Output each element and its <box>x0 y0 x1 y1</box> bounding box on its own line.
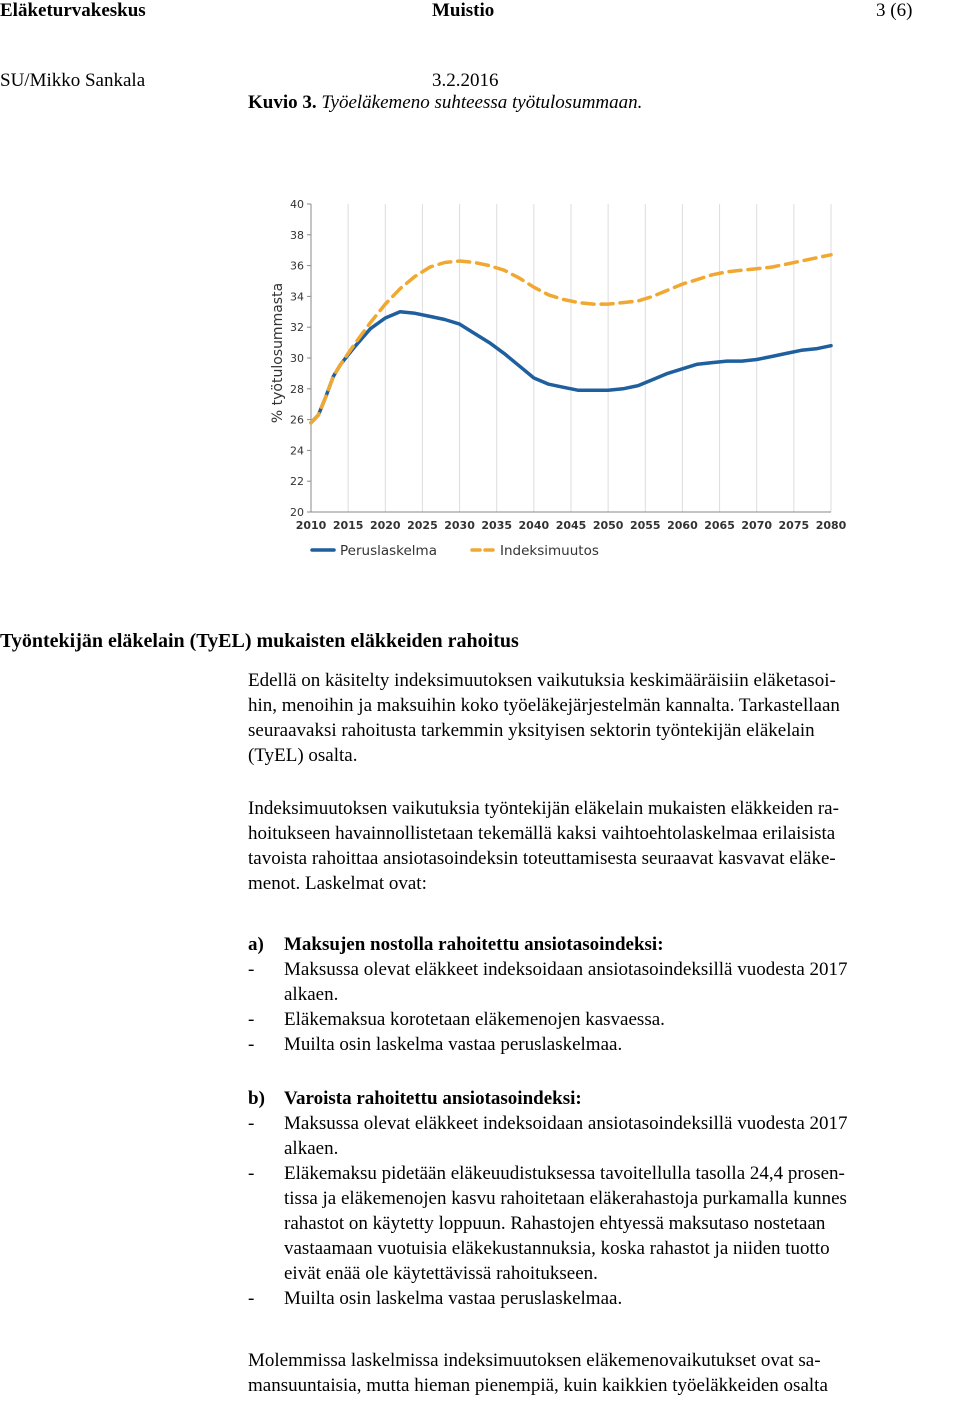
x-tick-label: 2015 <box>332 519 364 532</box>
text-line: tissa ja eläkemenojen kasvu rahoitetaan eläkerahastoja purkamalla kunnes <box>284 1188 847 1209</box>
y-tick-label: 24 <box>290 444 304 458</box>
text-line: Molemmissa laskelmissa indeksimuutoksen eläkemenovaikutukset ovat sa- <box>248 1350 821 1371</box>
y-tick-label: 38 <box>290 228 304 242</box>
list-dash: - <box>248 1113 255 1134</box>
list-item <box>248 1286 960 1311</box>
list-b-heading <box>248 1086 960 1111</box>
text-line: tavoista rahoittaa ansiotasoindeksin toteuttamisesta seuraavat kasvavat eläke- <box>248 848 836 869</box>
list-item <box>248 1032 960 1057</box>
header-page-number: 3 (6) <box>876 0 913 21</box>
list-a <box>248 932 960 1057</box>
text-line: Eläkemaksua korotetaan eläkemenojen kasvaessa. <box>284 1009 665 1030</box>
y-tick-label: 20 <box>290 506 304 519</box>
list-dash: - <box>248 1034 255 1055</box>
list-item <box>248 957 960 1007</box>
x-tick-label: 2070 <box>741 519 773 532</box>
text-line: hin, menoihin ja maksuihin koko työeläkejärjestelmän kannalta. Tarkastellaan <box>248 695 840 716</box>
figure-title: Työeläkemeno suhteessa työtulosummaan. <box>321 92 643 113</box>
legend-label: Indeksimuutos <box>500 543 599 559</box>
list-a-title: Maksujen nostolla rahoitettu ansiotasoindeksi: <box>284 934 664 955</box>
x-tick-label: 2060 <box>667 519 698 532</box>
y-tick-label: 40 <box>290 198 304 211</box>
text-line: Maksussa olevat eläkkeet indeksoidaan ansiotasoindeksillä vuodesta 2017 <box>284 1113 848 1134</box>
y-tick-label: 36 <box>290 259 304 273</box>
x-tick-label: 2010 <box>295 519 327 532</box>
text-line: hoitukseen havainnollistetaan tekemällä kaksi vaihtoehtolaskelmaa erilaisista <box>248 823 836 844</box>
y-axis-label: % työtulosummasta <box>270 282 286 424</box>
list-dash: - <box>248 1288 255 1309</box>
x-tick-label: 2055 <box>629 519 661 532</box>
text-line: alkaen. <box>284 984 339 1005</box>
text-line: Muilta osin laskelma vastaa peruslaskelmaa. <box>284 1034 623 1055</box>
text-line: Muilta osin laskelma vastaa peruslaskelmaa. <box>284 1288 623 1309</box>
list-dash: - <box>248 959 255 980</box>
x-tick-label: 2030 <box>444 519 475 532</box>
list-b <box>248 1086 960 1311</box>
x-tick-label: 2045 <box>555 519 587 532</box>
y-tick-label: 28 <box>290 382 304 396</box>
text-line: Eläkemaksu pidetään eläkeuudistuksessa tavoitellulla tasolla 24,4 prosen- <box>284 1163 845 1184</box>
figure-label: Kuvio 3. <box>248 92 317 113</box>
x-tick-label: 2035 <box>481 519 513 532</box>
y-tick-label: 34 <box>290 290 304 304</box>
x-tick-label: 2075 <box>778 519 810 532</box>
text-line: rahastot on käytetty loppuun. Rahastojen ehtyessä maksutaso nostetaan <box>284 1213 826 1234</box>
text-line: menot. Laskelmat ovat: <box>248 873 427 894</box>
legend-label: Peruslaskelma <box>340 543 437 559</box>
text-line: (TyEL) osalta. <box>248 745 358 766</box>
y-tick-label: 22 <box>290 475 304 489</box>
list-b-title: Varoista rahoitettu ansiotasoindeksi: <box>284 1088 582 1109</box>
list-item <box>248 1007 960 1032</box>
line-chart <box>262 192 862 572</box>
list-item <box>248 1111 960 1161</box>
text-line: eivät enää ole käytettävissä rahoitukseen. <box>284 1263 598 1284</box>
x-tick-label: 2020 <box>369 519 401 532</box>
x-tick-label: 2040 <box>518 519 550 532</box>
x-tick-label: 2025 <box>407 519 438 532</box>
x-tick-label: 2050 <box>592 519 624 532</box>
header-doc-type: Muistio <box>432 0 495 21</box>
header-org: Eläketurvakeskus <box>0 0 146 21</box>
y-tick-label: 32 <box>290 321 304 335</box>
list-dash: - <box>248 1009 255 1030</box>
text-line: Edellä on käsitelty indeksimuutoksen vaikutuksia keskimääräisiin eläketasoi- <box>248 670 836 691</box>
list-a-heading <box>248 932 960 957</box>
paragraph-intro <box>248 668 960 768</box>
list-dash: - <box>248 1163 255 1184</box>
list-item <box>248 1161 960 1286</box>
list-b-label: b) <box>248 1088 265 1109</box>
y-tick-label: 30 <box>290 352 304 365</box>
y-tick-label: 26 <box>290 413 304 427</box>
header-author: SU/Mikko Sankala <box>0 70 146 91</box>
text-line: vastaamaan vuotuisia eläkekustannuksia, koska rahastot ja niiden tuotto <box>284 1238 830 1259</box>
section-title: Työntekijän eläkelain (TyEL) mukaisten eläkkeiden rahoitus <box>0 630 519 652</box>
paragraph-conclusion <box>248 1348 960 1398</box>
paragraph-calculations <box>248 796 960 896</box>
figure-caption <box>248 92 642 114</box>
text-line: alkaen. <box>284 1138 339 1159</box>
text-line: Indeksimuutoksen vaikutuksia työntekijän eläkelain mukaisten eläkkeiden ra- <box>248 798 839 819</box>
text-line: seuraavaksi rahoitusta tarkemmin yksityisen sektorin työntekijän eläkelain <box>248 720 815 741</box>
list-a-label: a) <box>248 934 264 955</box>
text-line: mansuuntaisia, mutta hieman pienempiä, kuin kaikkien työeläkkeiden osalta <box>248 1375 828 1396</box>
x-tick-label: 2065 <box>704 519 735 532</box>
x-tick-label: 2080 <box>815 519 847 532</box>
text-line: Maksussa olevat eläkkeet indeksoidaan ansiotasoindeksillä vuodesta 2017 <box>284 959 848 980</box>
header-date: 3.2.2016 <box>432 70 499 91</box>
